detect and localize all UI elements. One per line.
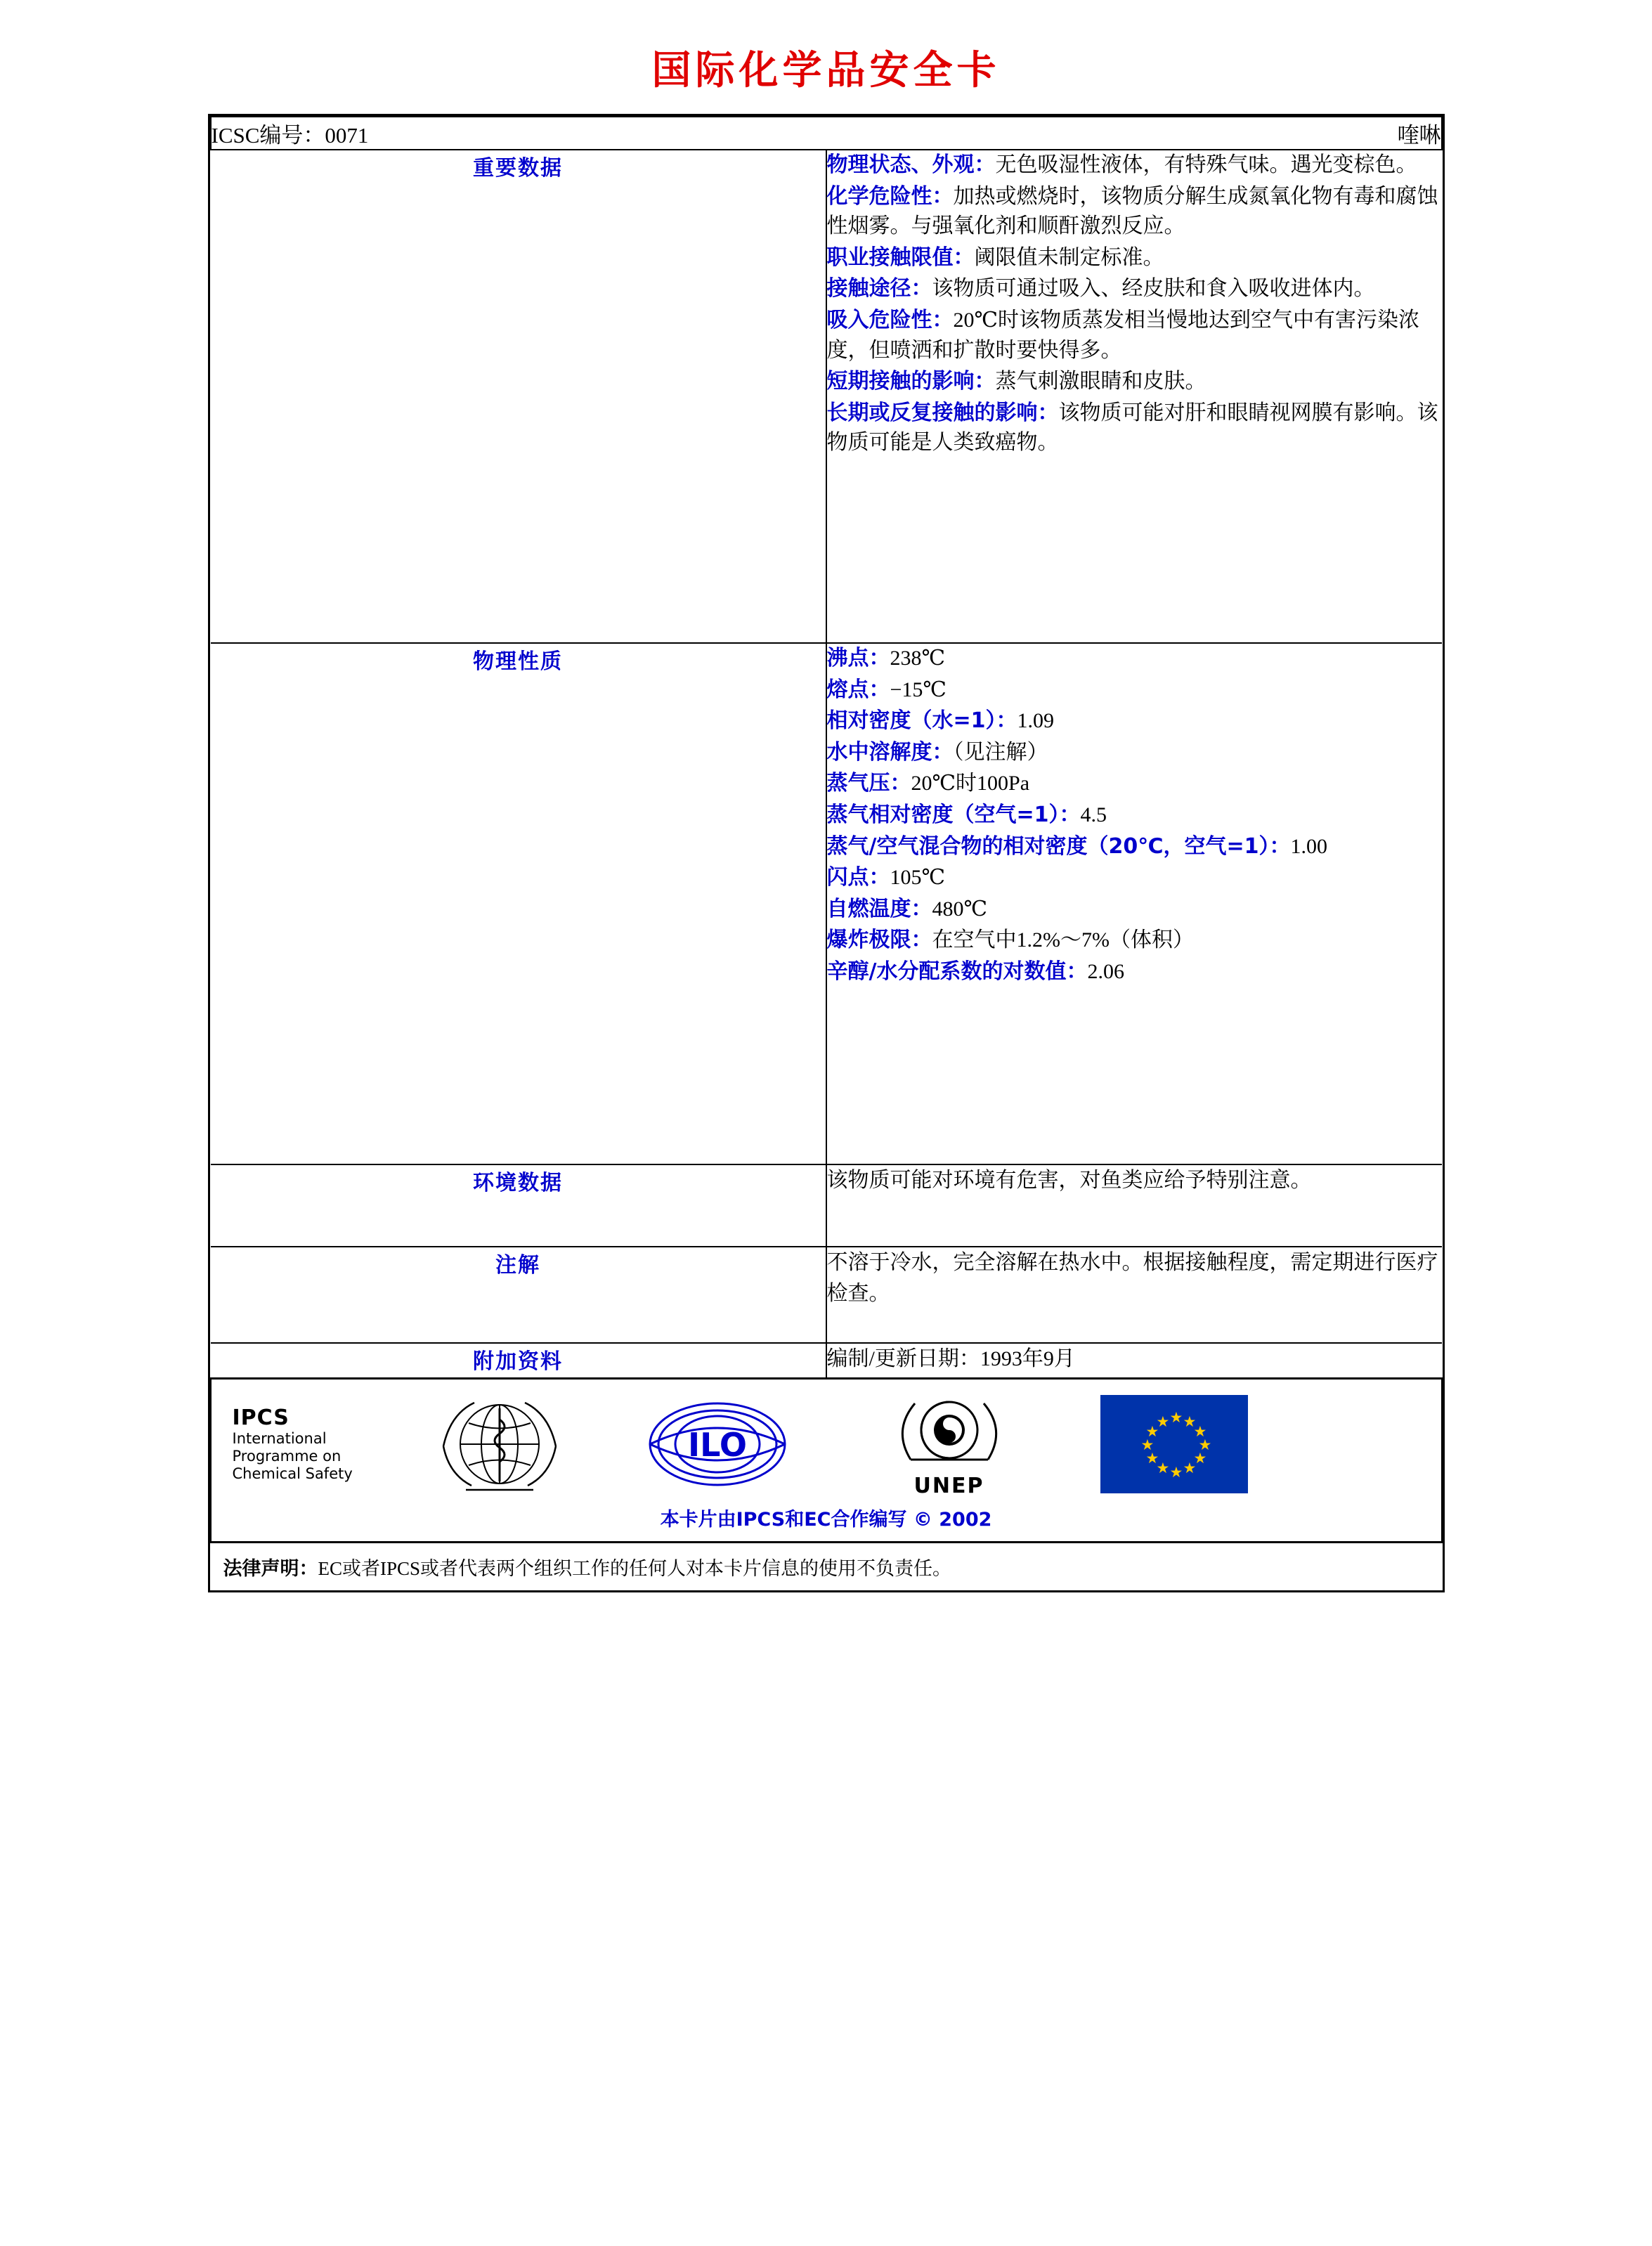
entry-key: 职业接触限值： xyxy=(826,245,975,270)
entry-key: 短期接触的影响： xyxy=(826,369,996,394)
entry-key: 水中溶解度： xyxy=(826,739,954,765)
card-table xyxy=(210,116,1443,1590)
legal-cell xyxy=(211,1543,1442,1591)
entry-explosive-limits xyxy=(827,926,1442,956)
safety-card xyxy=(208,114,1445,1592)
section-row-physical-properties xyxy=(211,643,1442,1164)
entry-key: 长期或反复接触的影响： xyxy=(826,400,1059,425)
entry-value: 阈限值未制定标准。 xyxy=(974,245,1164,269)
ipcs-title: IPCS xyxy=(232,1405,290,1430)
substance-name: 喹啉 xyxy=(1397,123,1441,148)
credit-line: 本卡片由IPCS和EC合作编写 © 2002 xyxy=(660,1509,992,1531)
entry-value: 2.06 xyxy=(1087,959,1124,983)
icsc-number-group xyxy=(212,117,826,149)
entry-key: 爆炸极限： xyxy=(826,928,932,953)
entry-key: 辛醇/水分配系数的对数值： xyxy=(826,959,1088,984)
entry-exposure-routes xyxy=(827,274,1442,304)
entry-vapour-air-mixture-density xyxy=(827,832,1442,862)
entry-value: 该物质可通过吸入、经皮肤和食入吸收进体内。 xyxy=(932,277,1375,301)
entry-key: 沸点： xyxy=(826,646,890,670)
entry-key: 物理状态、外观： xyxy=(826,152,996,177)
entry-value: 加热或燃烧时，该物质分解生成氮氧化物有毒和腐蚀性烟雾。与强氧化剂和顺酐激烈反应。 xyxy=(826,184,1438,238)
page-title: 国际化学品安全卡 xyxy=(651,48,1001,93)
logo-strip xyxy=(212,1380,1441,1502)
section-label-notes: 注解 xyxy=(211,1247,826,1343)
entry-value: 20℃时100Pa xyxy=(911,772,1030,796)
entry-value: 480℃ xyxy=(932,897,988,921)
section-content-notes xyxy=(826,1247,1442,1343)
entry-relative-density xyxy=(827,706,1442,736)
entry-value: 无色吸湿性液体，有特殊气味。遇光变棕色。 xyxy=(995,153,1417,176)
entry-inhalation-risk xyxy=(827,306,1442,365)
section-label-environmental-data: 环境数据 xyxy=(211,1164,826,1247)
icsc-number: 0071 xyxy=(325,123,369,148)
legal-notice xyxy=(211,1543,1442,1590)
ilo-logo xyxy=(619,1391,816,1497)
entry-value: −15℃ xyxy=(890,677,947,701)
section-content-additional-info xyxy=(826,1343,1442,1379)
entry-key: 蒸气/空气混合物的相对密度（20℃，空气=1）： xyxy=(826,833,1291,859)
section-content-environmental-data xyxy=(826,1164,1442,1247)
ipcs-line2: Programme on xyxy=(232,1447,342,1465)
entry-water-solubility xyxy=(827,738,1442,768)
entry-value: 蒸气刺激眼睛和皮肤。 xyxy=(995,370,1207,394)
entry-vapour-relative-density xyxy=(827,800,1442,831)
entry-key: 相对密度（水=1）： xyxy=(826,708,1017,734)
legal-row xyxy=(211,1543,1442,1591)
icsc-label: ICSC编号： xyxy=(211,123,325,148)
entry-value: 该物质可能对肝和眼睛视网膜有影响。该物质可能是人类致癌物。 xyxy=(826,401,1438,455)
entry-key: 熔点： xyxy=(826,677,890,702)
section-content-physical-properties xyxy=(826,643,1442,1164)
entry-vapour-pressure xyxy=(827,769,1442,799)
eu-flag-graphic: ★ ★ ★ ★ ★ ★ ★ ★ ★ ★ ★ ★ xyxy=(1100,1395,1248,1493)
unep-logo xyxy=(844,1389,1055,1498)
entry-key: 吸入危险性： xyxy=(826,307,954,332)
entry-value: 105℃ xyxy=(890,866,946,890)
entry-value: （见注解） xyxy=(953,740,1048,764)
entry-flash-point xyxy=(827,863,1442,893)
entry-key: 接触途径： xyxy=(826,276,932,301)
entry-value: 在空气中1.2%～7%（体积） xyxy=(932,928,1194,952)
ipcs-line3: Chemical Safety xyxy=(232,1465,353,1482)
section-content-important-data xyxy=(826,150,1442,643)
footer-logo-row xyxy=(211,1379,1442,1543)
svg-text:ILO: ILO xyxy=(687,1425,747,1464)
entry-value: 238℃ xyxy=(890,647,946,670)
legal-text: EC或者IPCS或者代表两个组织工作的任何人对本卡片信息的使用不负责任。 xyxy=(318,1558,952,1579)
section-label-additional-info: 附加资料 xyxy=(211,1343,826,1379)
entry-physical-state xyxy=(827,150,1442,181)
environmental-text: 该物质可能对环境有危害，对鱼类应给予特别注意。 xyxy=(826,1169,1312,1192)
entry-key: 蒸气相对密度（空气=1）： xyxy=(826,802,1081,827)
section-label-physical-properties: 物理性质 xyxy=(211,643,826,1164)
entry-key: 蒸气压： xyxy=(826,771,911,796)
entry-short-term-effects xyxy=(827,367,1442,397)
section-row-additional-info xyxy=(211,1343,1442,1379)
entry-occupational-limit xyxy=(827,243,1442,273)
entry-long-term-effects xyxy=(827,398,1442,458)
eu-flag xyxy=(1083,1395,1266,1493)
entry-logpow xyxy=(827,957,1442,987)
footer-logo-cell xyxy=(211,1379,1442,1543)
section-row-environmental-data xyxy=(211,1164,1442,1247)
entry-boiling-point xyxy=(827,644,1442,674)
notes-text: 不溶于冷水，完全溶解在热水中。根据接触程度，需定期进行医疗检查。 xyxy=(826,1251,1438,1305)
entry-key: 闪点： xyxy=(826,865,890,890)
additional-text: 编制/更新日期：1993年9月 xyxy=(826,1347,1075,1370)
entry-value: 1.00 xyxy=(1290,834,1328,858)
entry-chemical-danger xyxy=(827,182,1442,242)
entry-key: 自燃温度： xyxy=(826,896,932,921)
entry-auto-ignition-temperature xyxy=(827,895,1442,925)
ipcs-text-block xyxy=(233,1406,380,1483)
legal-label: 法律声明： xyxy=(223,1558,318,1580)
entry-key: 化学危险性： xyxy=(826,183,954,209)
section-row-notes xyxy=(211,1247,1442,1343)
entry-value: 1.09 xyxy=(1017,709,1055,733)
section-row-important-data xyxy=(211,150,1442,643)
unep-caption: UNEP xyxy=(913,1474,984,1498)
entry-melting-point xyxy=(827,675,1442,706)
section-label-important-data: 重要数据 xyxy=(211,150,826,643)
entry-value: 4.5 xyxy=(1080,803,1107,826)
card-header-cell xyxy=(211,117,1442,150)
who-logo xyxy=(408,1391,591,1497)
card-header-row xyxy=(211,117,1442,150)
entry-value: 20℃时该物质蒸发相当慢地达到空气中有害污染浓度，但喷洒和扩散时要快得多。 xyxy=(826,308,1420,362)
ipcs-line1: International xyxy=(232,1430,327,1448)
